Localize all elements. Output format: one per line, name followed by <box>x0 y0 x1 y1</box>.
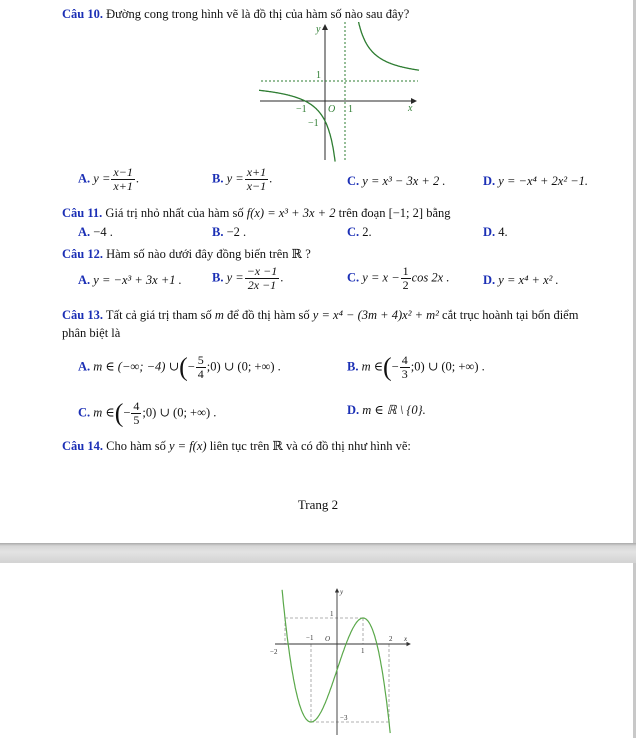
q12-option-a[interactable] <box>78 272 182 288</box>
origin-label: O <box>328 104 336 115</box>
q11-option-a[interactable] <box>78 224 113 240</box>
fraction <box>245 265 280 292</box>
question-14-graph <box>270 585 420 738</box>
numerator: 4 <box>401 353 408 367</box>
x-axis-label: x <box>404 635 408 643</box>
variable: m <box>214 308 224 322</box>
option-label: A. <box>78 273 91 287</box>
option-label: B. <box>212 225 224 239</box>
option-label: D. <box>347 403 360 417</box>
question-text: Hàm số nào dưới đây đồng biến trên ℝ ? <box>102 247 311 261</box>
numerator: 1 <box>402 264 409 278</box>
option-expr: y = −x⁴ + 2x² −1. <box>498 174 589 188</box>
q10-option-b[interactable] <box>212 166 272 193</box>
y-axis-label: y <box>340 588 344 596</box>
question-12 <box>62 246 311 262</box>
option-expr: y = <box>226 270 244 285</box>
origin-label: O <box>325 635 331 643</box>
numerator: x+1 <box>246 165 267 179</box>
option-expr: m ∈ <box>93 405 115 420</box>
page-separator <box>0 543 636 563</box>
numerator: x−1 <box>113 165 133 179</box>
option-label: A. <box>78 359 91 374</box>
option-expr: ;0) ∪ (0; +∞) . <box>142 405 217 420</box>
denominator: 2x −1 <box>247 278 277 292</box>
tick-y-neg1: −1 <box>308 118 319 129</box>
fraction <box>196 354 206 381</box>
left-paren: ( <box>383 352 392 382</box>
x-axis-label: x <box>408 103 413 114</box>
option-value: −4 . <box>93 225 113 239</box>
question-text: Cho hàm số <box>102 439 169 453</box>
denominator: 5 <box>133 413 140 427</box>
left-paren: ( <box>114 398 124 428</box>
page-number: Trang 2 <box>297 497 339 512</box>
option-value: 4. <box>498 225 508 239</box>
question-12-label: Câu 12. <box>62 247 103 261</box>
option-label: D. <box>483 174 496 188</box>
q10-option-a[interactable] <box>78 166 139 193</box>
question-text: để đồ thị hàm số <box>223 308 313 322</box>
fraction <box>131 400 141 427</box>
q13-option-a[interactable]: A. m ∈ (−∞; −4) ∪(− $\frac{5}{4}$ ;0) ∪ (0; +∞) . <box>78 352 281 382</box>
question-10-label: Câu 10. <box>62 7 103 21</box>
q10-option-d[interactable] <box>483 173 588 189</box>
question-11-label: Câu 11. <box>62 206 103 220</box>
option-expr: y = −x³ + 3x +1 . <box>93 273 182 287</box>
denominator: 3 <box>401 367 408 381</box>
question-10-graph <box>258 22 420 162</box>
option-expr: m ∈ (−∞; −4) ∪ <box>93 359 180 374</box>
question-text: trên đoạn <box>335 206 389 220</box>
tick-x-neg1: −1 <box>296 104 307 115</box>
question-text: Giá trị nhỏ nhất của hàm số <box>102 206 247 220</box>
denominator: x−1 <box>246 179 267 193</box>
option-expr: y = x − <box>362 270 400 285</box>
option-expr: ;0) ∪ (0; +∞) . <box>206 359 281 374</box>
option-label: D. <box>483 225 496 239</box>
option-expr: y = x³ − 3x + 2 . <box>362 174 446 188</box>
option-value: 2. <box>362 225 372 239</box>
option-expr: ;0) ∪ (0; +∞) . <box>410 359 485 374</box>
option-punct: . <box>280 270 284 285</box>
question-14-label: Câu 14. <box>62 439 103 453</box>
tick-y-pos1: 1 <box>330 610 334 618</box>
denominator: x+1 <box>113 179 133 193</box>
q12-option-c[interactable] <box>347 265 449 292</box>
option-label: A. <box>78 225 91 239</box>
question-text: bằng <box>423 206 451 220</box>
numerator: 4 <box>133 399 140 413</box>
tick-x-neg2: −2 <box>270 648 278 656</box>
question-14 <box>62 438 411 454</box>
function-expr: y = f(x) <box>168 439 207 453</box>
interval-expr: [−1; 2] <box>388 206 424 220</box>
q11-option-c[interactable] <box>347 224 372 240</box>
q11-option-b[interactable] <box>212 224 246 240</box>
q11-option-d[interactable] <box>483 224 508 240</box>
question-text: Tất cả giá trị tham số <box>102 308 215 322</box>
option-label: C. <box>347 225 360 239</box>
option-label: A. <box>78 171 91 186</box>
question-11 <box>62 205 451 221</box>
question-13-line2: phân biệt là <box>62 326 121 340</box>
fraction <box>400 354 410 381</box>
fraction <box>245 166 268 193</box>
function-expr: y = x⁴ − (3m + 4)x² + m² <box>312 308 439 322</box>
option-label: B. <box>212 171 224 186</box>
left-paren: ( <box>179 352 188 382</box>
q12-option-b[interactable] <box>212 265 283 292</box>
option-expr: m ∈ ℝ \ {0}. <box>362 403 426 417</box>
cubic-curve <box>282 590 390 733</box>
tick-y-pos1: 1 <box>316 70 321 81</box>
option-label: C. <box>347 270 360 285</box>
option-expr: y = x⁴ + x² . <box>498 273 559 287</box>
option-label: C. <box>78 405 91 420</box>
q12-option-d[interactable] <box>483 272 559 288</box>
question-10-text: Đường cong trong hình vẽ là đồ thị của hàm số nào sau đây? <box>102 7 410 21</box>
option-label: C. <box>347 174 360 188</box>
option-value: −2 . <box>226 225 247 239</box>
tick-x-pos1: 1 <box>348 104 353 115</box>
option-expr: cos 2x . <box>411 270 450 285</box>
fraction <box>401 265 411 292</box>
question-text: cắt trục hoành tại bốn điểm <box>438 308 579 322</box>
option-expr: y = <box>93 171 111 186</box>
option-expr: y = <box>226 171 244 186</box>
numerator: 5 <box>197 353 204 367</box>
option-label: B. <box>347 359 359 374</box>
option-punct: . <box>269 171 273 186</box>
q13-option-b[interactable]: B. m ∈(− $\frac{4}{3}$ ;0) ∪ (0; +∞) . <box>347 352 485 382</box>
question-text: liên tục trên ℝ và có đồ thị như hình vẽ: <box>206 439 411 453</box>
denominator: 4 <box>197 367 204 381</box>
y-axis-label: y <box>316 24 321 35</box>
fraction <box>111 166 134 193</box>
question-10 <box>62 6 409 22</box>
option-punct: . <box>135 171 139 186</box>
tick-x-neg1: −1 <box>306 634 314 642</box>
q13-option-d[interactable] <box>347 402 426 418</box>
question-13-label: Câu 13. <box>62 308 103 322</box>
tick-x-pos1: 1 <box>361 647 365 655</box>
option-label: B. <box>212 270 224 285</box>
q13-option-c[interactable]: C. m ∈(− $\frac{4}{5}$ ;0) ∪ (0; +∞) . <box>78 398 217 428</box>
tick-y-neg3: −3 <box>340 714 348 722</box>
numerator: −x −1 <box>246 264 278 278</box>
tick-x-pos2: 2 <box>389 635 393 643</box>
denominator: 2 <box>402 278 409 292</box>
function-expr: f(x) = x³ + 3x + 2 <box>246 206 336 220</box>
option-expr: m ∈ <box>361 359 383 374</box>
option-label: D. <box>483 273 496 287</box>
question-13 <box>62 307 578 323</box>
q10-option-c[interactable] <box>347 173 445 189</box>
curve-right-branch <box>358 22 419 70</box>
